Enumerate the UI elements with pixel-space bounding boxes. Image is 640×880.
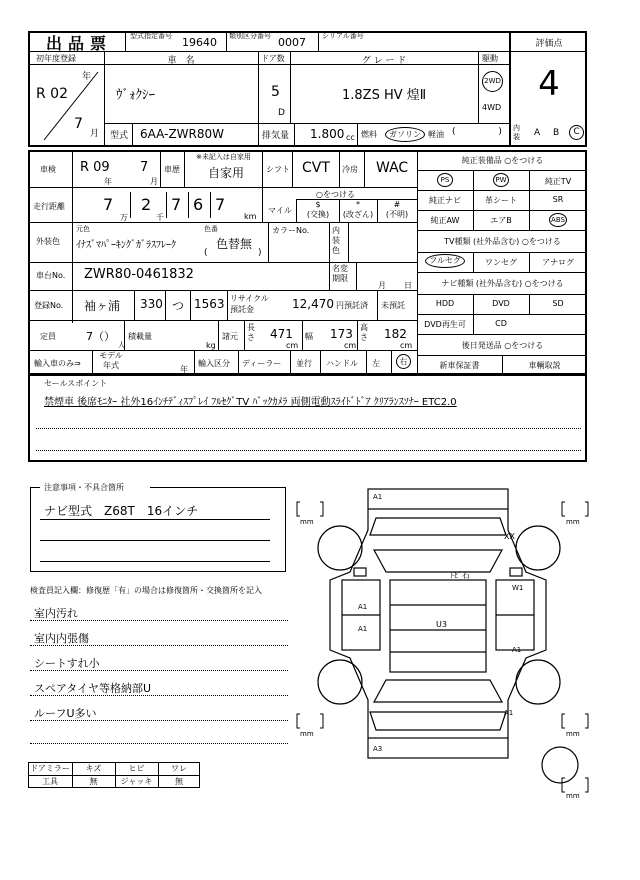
sales-section [28,374,587,462]
mileage-digit-3: 7 [171,195,182,214]
equip-leather: 革シート [485,196,517,205]
mileage-digit-5: 7 [215,195,226,214]
mm-front-left: mm [300,518,314,526]
drive-4wd: 4WD [482,103,502,112]
mileage-digit-4: 6 [193,195,204,214]
fuel-diesel: 軽油 [428,130,444,139]
mileage-label: 走行距離 [33,202,65,211]
grade-label: グ レ ー ド [361,56,407,66]
height-label: 高さ [360,323,368,342]
car-name: ｳﾞｫｸｼｰ [116,88,155,103]
navi-type-label: ナビ種類 (社外品含む) ○をつける [441,279,564,288]
right-rear-door-a1: A1 [512,646,522,654]
mm-rear-right: mm [566,730,580,738]
car-diagram [290,480,590,810]
month-unit: 月 [90,129,100,139]
shift-label: シフト [266,165,290,174]
note-item-4: スペアタイヤ等格納部U [34,682,152,695]
sales-label: セールスポイント [44,379,108,388]
year-unit: 年 [82,72,92,82]
car-name-label: 車 名 [167,56,195,66]
owner-manual: 車輌取説 [528,361,561,370]
tv-oneseg: ワンセグ [485,258,517,267]
person-unit: 人 [118,341,125,349]
legend-crack: ヒビ [128,764,145,773]
width-value: 173 [330,327,353,341]
legend-break: ワレ [171,764,187,773]
chassis-number: ZWR80-0461832 [84,267,194,282]
interior-b: B [553,128,560,138]
equip-ps: PS [437,173,453,187]
paren-open: ( [204,248,208,258]
exterior-label: 外装色 [36,237,60,246]
navi-sd: SD [552,299,564,308]
reissue-label: 後日発送品 ○をつける [461,341,544,350]
mile-label: マイル [268,206,292,215]
note-item-5: ルーフU多い [34,707,97,720]
first-reg-month: 7 [74,116,83,132]
tv-type-label: TV種類 (社外品含む) ○をつける [444,237,561,246]
notes-label: 注意事項・不具合箇所 [44,483,124,492]
inspection-month-unit: 月 [150,177,158,186]
exterior-color: ｲﾅｽﾞﾏﾊﾟｰｷﾝｸﾞｶﾞﾗｽﾌﾚｰｸ [76,240,176,251]
equip-sr: SR [552,195,564,204]
notes-line-1: ナビ型式 Z68T 16インチ [44,504,199,518]
chassis-label: 車台No. [36,271,66,280]
note-item-3: シートすれ小 [34,657,100,670]
year-unit-2: 年 [180,365,188,374]
grade-value: 1.8ZS HV 煌Ⅱ [342,88,427,103]
score-label: 評価点 [535,39,563,49]
ac-label: 冷房 [342,165,358,174]
circle-note: ○をつける [316,190,355,199]
reg-class: 330 [140,297,163,311]
interior-color-label: 内装色 [332,226,340,255]
inspection-year: R 09 [80,160,110,175]
legend-jack: ジャッキ [120,777,153,786]
sales-text: 禁煙車 後席ﾓﾆﾀｰ 社外16ｲﾝﾁﾃﾞｨｽﾌﾟﾚｲ ﾌﾙｾｸﾞTV ﾊﾞｯｸｶﾒﾗ 両側電動ｽﾗｲﾄﾞﾄﾞｱ ｸﾘｱﾗﾝｽｿﾅｰ ETC2.0 [44,397,457,408]
roof-u3: U3 [436,620,447,629]
interior-a: A [534,128,541,138]
man-unit: 万 [120,213,128,222]
equip-abs: ABS [549,213,567,227]
mileage-digit-2: 2 [141,195,152,214]
class-label: 類別区分番号 [229,32,271,40]
first-reg-label: 初年度登録 [36,54,76,63]
navi-dvd-play: DVD再生可 [424,320,466,329]
inspection-label: 車検 [40,165,56,174]
equip-navi: 純正ナビ [429,196,461,205]
mm-front-right: mm [566,518,580,526]
inspection-month: 7 [140,160,149,175]
roof-stone-chip: ﾄﾋﾞ石 [450,571,470,580]
interior-label: 内装 [513,124,520,141]
drive-label: 駆動 [482,54,498,63]
type-value: 6AA-ZWR80W [140,127,225,141]
ac-value: WAC [376,160,409,176]
unpaid-label: 未預託 [381,301,405,310]
history-note: ※未記入は自家用 [196,153,251,161]
month-unit-2: 月 [378,281,386,290]
recycle-unit: 円預託済 [336,301,368,310]
tv-analog: アナログ [542,258,574,267]
doors-label: ドア数 [261,54,285,63]
navi-cd: CD [495,319,507,328]
unknown-label: # (不明) [385,200,409,219]
front-right-xx: XX [504,532,515,541]
orig-color-label: 元色 [76,225,90,233]
color-number: 色替無 [216,237,253,251]
mm-spare: mm [566,792,580,800]
height-value: 182 [384,327,407,341]
spec-label: 諸元 [222,332,238,341]
import-class-label: 輸入区分 [198,359,230,368]
color-num-label: 色番 [204,225,218,233]
model-code-label: 型式指定番号 [130,32,172,40]
note-item-2: 室内内張傷 [34,632,89,645]
rear-right-a1: A1 [504,709,514,717]
interior-c: C [569,125,584,140]
cm-unit-2: cm [344,341,357,350]
handle-label: ハンドル [326,359,358,368]
history-value: 自家用 [208,166,245,180]
legend-tools-value: 無 [89,777,98,786]
title-expiry-label: 名変期限 [332,264,348,283]
import-label: 輸入車のみ⇒ [34,359,81,368]
displacement-value: 1.800 [310,127,345,141]
recycle-label: リサイクル預託金 [230,294,269,314]
paren: ( ) [452,127,502,137]
recycle-value: 12,470 [292,297,334,311]
page-title: 出品票 [46,34,113,53]
notes-box [30,487,286,572]
cm-unit-1: cm [286,341,299,350]
reg-label: 登録No. [34,301,64,310]
legend-jack-value: 無 [175,777,183,786]
equip-tv: 純正TV [544,177,572,186]
note-item-1: 室内汚れ [34,607,78,620]
km-unit: km [244,212,257,221]
model-year-label: モデル年式 [99,351,123,370]
type-label: 型式 [110,131,129,141]
reg-number: 1563 [194,297,225,311]
front-bumper-a1: A1 [373,493,383,501]
mileage-digit-1: 7 [103,195,114,214]
capacity-value: 7（） [86,330,115,343]
genuine-equipment-label: 純正装備品 ○をつける [461,156,544,165]
swap-label: $ (交換) [306,200,330,219]
shift-value: CVT [302,160,330,176]
left-hand: 左 [372,359,380,368]
navi-dvd: DVD [492,299,510,308]
length-value: 471 [270,327,293,341]
sen-unit: 千 [156,213,164,222]
fuel-gasoline: ガソリン [385,127,425,142]
tv-fullseg: フルセグ [425,254,465,268]
doors-value: 5 [271,84,280,100]
day-unit: 日 [404,281,412,290]
inspection-year-unit: 年 [104,177,112,186]
mm-rear-left: mm [300,730,314,738]
cm-unit-3: cm [400,341,413,350]
score-value: 4 [538,64,560,104]
capacity-label: 定員 [40,332,56,341]
dealer-label: ディーラー [242,359,282,368]
equip-pw: PW [493,173,509,187]
load-label: 積載量 [128,332,152,341]
color-no-label: カラーNo. [272,226,310,235]
tamper-label: * (改ざん) [342,200,374,219]
right-door-w1: W1 [512,584,524,592]
reg-kana: つ [172,299,185,313]
length-label: 長さ [247,323,255,342]
equip-aw: 純正AW [430,216,460,225]
new-car-warranty: 新車保証書 [439,361,480,370]
rear-bumper-a3: A3 [373,745,383,753]
fuel-label: 燃料 [361,130,377,139]
legend-scratch: キズ [85,764,102,773]
left-rear-door-a1: A1 [358,625,368,633]
first-reg-era: R 02 [36,86,68,102]
kg-unit: kg [206,341,216,350]
model-code: 19640 [182,36,217,49]
paren-close: ) [258,248,262,258]
left-front-door-a1: A1 [358,603,368,611]
navi-hdd: HDD [435,299,455,308]
width-label: 幅 [305,332,313,341]
right-hand: 右 [396,354,411,369]
serial-label: シリアル番号 [322,32,364,40]
equip-airbag: エアB [490,216,512,225]
legend-mirror: ドアミラー [30,764,70,773]
reg-area: 袖ヶ浦 [84,299,121,313]
inspector-label: 検査員記入欄：修復歴「有」の場合は修復箇所・交換箇所を記入 [30,586,262,595]
displacement-label: 排気量 [262,131,290,141]
class-number: 0007 [278,36,306,49]
parallel-label: 並行 [296,359,312,368]
legend-tools: 工具 [42,777,58,786]
cc-unit: cc [346,133,355,142]
drive-2wd: 2WD [482,71,503,92]
door-type: D [278,108,285,118]
history-label: 車歴 [164,165,180,174]
